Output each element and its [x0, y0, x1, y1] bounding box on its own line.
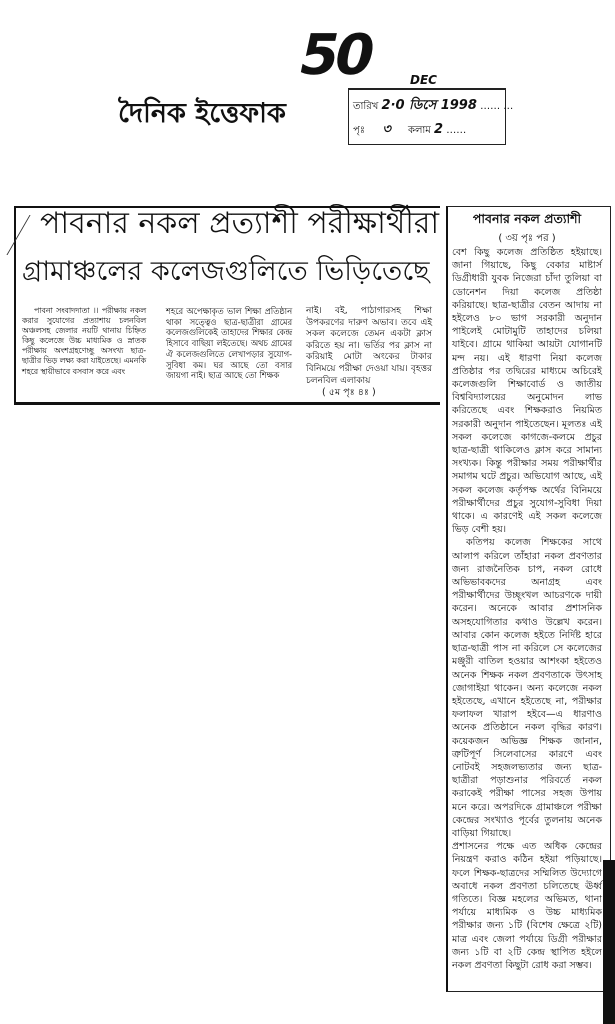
- stamp-page-value: ৩: [382, 122, 391, 137]
- stamp-page-label: পৃঃ: [353, 125, 366, 136]
- stamp-column-label: কলাম: [407, 125, 431, 136]
- continuation-paragraph: বেশ কিছু কলেজ প্রতিষ্ঠিত হইয়াছে। জানা গিয়াছে, কিছু বেকার মাষ্টার্স ডিগ্রীধারী যুবক নিজেরা চাঁদা তুলিয়া বা ডোনেশন দিয়া কলেজ প্রতিষ্ঠা করিয়াছে। ছাত্র-ছাত্রীর বেতন আদায় না হইলেও ৮০ ভাগ সরকারী অনুদান পাইলেই মোটামুটি তাহাদের চলিয়া যাইবে। গ্রামে থাকিয়া আয়টা যোগানটি মন্দ নয়। এই ধারণা নিয়া কলেজ প্রতিষ্ঠার পর তদ্বিরের মাধ্যমে অচিরেই কলেজগুলি শিক্ষাবোর্ড ও জাতীয় বিশ্ববিদ্যালয়ের অনুমোদন লাভ করিতেছে এবং শিক্ষকরাও নিয়মিত সরকারী অনুদান পাইতেছেন। মূলতঃ এই সকল কলেজে কাগজে-কলমে প্রচুর ছাত্র-ছাত্রী থাকিলেও ক্লাস করে সামান্য সংখ্যক। কিন্তু পরীক্ষার সময় পরীক্ষার্থীর সমাগম ঘটে প্রচুর। অভিযোগ আছে, এই সকল কলেজ কর্তৃপক্ষ অর্থের বিনিময়ে পরীক্ষার্থীদের প্রচুর সুযোগ-সুবিধা দিয়া থাকে। এ কারণেই এই সকল কলেজে ভিড় বেশী হয়।: [452, 247, 602, 536]
- stamp-month: DEC: [410, 73, 437, 87]
- column-text: পাবনা সংবাদদাতা ।। পরীক্ষায় নকল করার সুযোগের প্রত্যাশায় চলনবিল অঞ্চলসহ জেলার নয়টি থানায় চিহ্নিত কিছু কলেজে উচ্চ মাধ্যমিক ও স্নাতক পরীক্ষায় অংশগ্রহণেচ্ছু অসংখ্য ছাত্র-ছাত্রীর ভিড় লক্ষ্য করা যাইতেছে। এমনকি শহরে স্থায়ীভাবে বসবাস করে এবং: [22, 306, 146, 376]
- handwritten-page-number: 50: [293, 23, 377, 88]
- clipping-date-stamp: [348, 88, 514, 145]
- stamp-date-row: [353, 96, 513, 117]
- headline-line-1: পাবনার নকল প্রত্যাশী পরীক্ষার্থীরা: [40, 206, 440, 241]
- column-text: শহরে অপেক্ষাকৃত ভাল শিক্ষা প্রতিষ্ঠান থাকা সত্ত্বেও ছাত্র-ছাত্রীরা গ্রামের কলেজগুলিকেই তাহাদের শিক্ষার কেন্দ্র হিসাবে বাছিয়া লইতেছে। অথচ গ্রামের ঐ কলেজগুলিতে লেখাপড়ার সুযোগ-সুবিধা কম। ঘর আছে তো বসার জায়গা নাই। ছাত্র আছে তো শিক্ষক: [166, 306, 292, 381]
- scan-edge-shadow: [603, 860, 615, 1024]
- newspaper-masthead: দৈনিক ইত্তেফাক: [118, 98, 286, 129]
- continuation-title: পাবনার নকল প্রত্যাশী: [472, 211, 582, 226]
- continuation-paragraph: প্রশাসনের পক্ষে এত অধিক কেন্দ্রের নিয়ন্ত্রণ করাও কঠিন হইয়া পড়িয়াছে। ফলে শিক্ষক-ছাত্রদের সম্মিলিত উদ্যোগে অবাধে নকল প্রবণতা চলিতেছে ঊর্ধ্ব গতিতে। বিজ্ঞ মহলের অভিমত, থানা পর্যায়ে মাধ্যমিক ও উচ্চ মাধ্যমিক পরীক্ষার জন্য ১টি (বিশেষ ক্ষেত্রে ২টি) মাত্র এবং জেলা পর্যায়ে ডিগ্রী পরীক্ষার জন্য ১টি বা ২টি কেন্দ্র স্থাপিত হইলে নকল প্রবণতা কিছুটা রোধ করা সম্ভব।: [452, 841, 602, 971]
- headline-line-2: গ্রামাঞ্চলের কলেজগুলিতে ভিড়িতেছে: [22, 256, 430, 287]
- column-text: নাই। বই, পাঠাগারসহ শিক্ষা উপকরণের দারুণ অভাব। তবে এই সকল কলেজে তেমন একটা ক্লাস করিতে হয় না। ভর্তির পর ক্লাস না করিয়াই মোটা অংকের টাকার বিনিময়ে পরীক্ষা দেওয়া যায়। বৃহত্তর চলনবিল এলাকায়: [306, 306, 432, 386]
- continuation-paragraph: কতিপয় কলেজ শিক্ষকের সাথে আলাপ করিলে তাঁহারা নকল প্রবণতার জন্য রাজনৈতিক চাপ, নকল রোধে অভিভাবকদের অনাগ্রহ এবং পরীক্ষার্থীদের উচ্ছৃংখল আচরণকে দায়ী করেন। অনেকে আবার প্রশাসনিক অসহযোগিতার কথাও উল্লেখ করেন। আবার কোন কলেজ হইতে নির্দিষ্ট হারে ছাত্র-ছাত্রী পাস না করিলে সে কলেজের মঞ্জুরী বাতিল হওয়ার আশংকা হইতেও অনেক শিক্ষক নকল প্রবণতাকে উৎসাহ জোগাইয়া থাকেন। অন্য কলেজে নকল হইতেছে, এখানে হইতেছে না, পরীক্ষার ফলাফল খারাপ হইবে—এ ধারণাও অনেক প্রতিষ্ঠানে নকল বৃদ্ধির কারণ। কয়েকজন অভিজ্ঞ শিক্ষক জানান, ত্রুটিপূর্ণ সিলেবাসের কারণে এবং নোটবই সহজলভ্যতার জন্য ছাত্র-ছাত্রীরা পড়াশুনার পরিবর্তে নকল করাকেই পরীক্ষা পাসের সহজ উপায় মনে করে। অপরদিকে গ্রামাঞ্চলে পরীক্ষা কেন্দ্রের সংখ্যাও পূর্বের তুলনায় অনেক বাড়িয়া গিয়াছে।: [452, 537, 602, 839]
- article-column-3: [306, 306, 432, 387]
- article-column-1: [22, 306, 146, 377]
- continued-from-reference: ( ৩য় পৃঃ পর ): [498, 233, 556, 244]
- stamp-dots: ……: [446, 125, 467, 136]
- continuation-body: [452, 246, 602, 972]
- stamp-date-label: তারিখ: [353, 101, 379, 112]
- stamp-dots: …… …: [480, 101, 514, 112]
- stamp-date-value: 2·0 ডিসে 1998: [381, 98, 477, 113]
- stamp-page-row: [353, 120, 466, 141]
- continued-on-reference: ( ৫ম পৃঃ ৪ঃ ): [322, 387, 376, 398]
- stamp-column-value: 2: [434, 122, 444, 137]
- article-column-2: [166, 306, 292, 381]
